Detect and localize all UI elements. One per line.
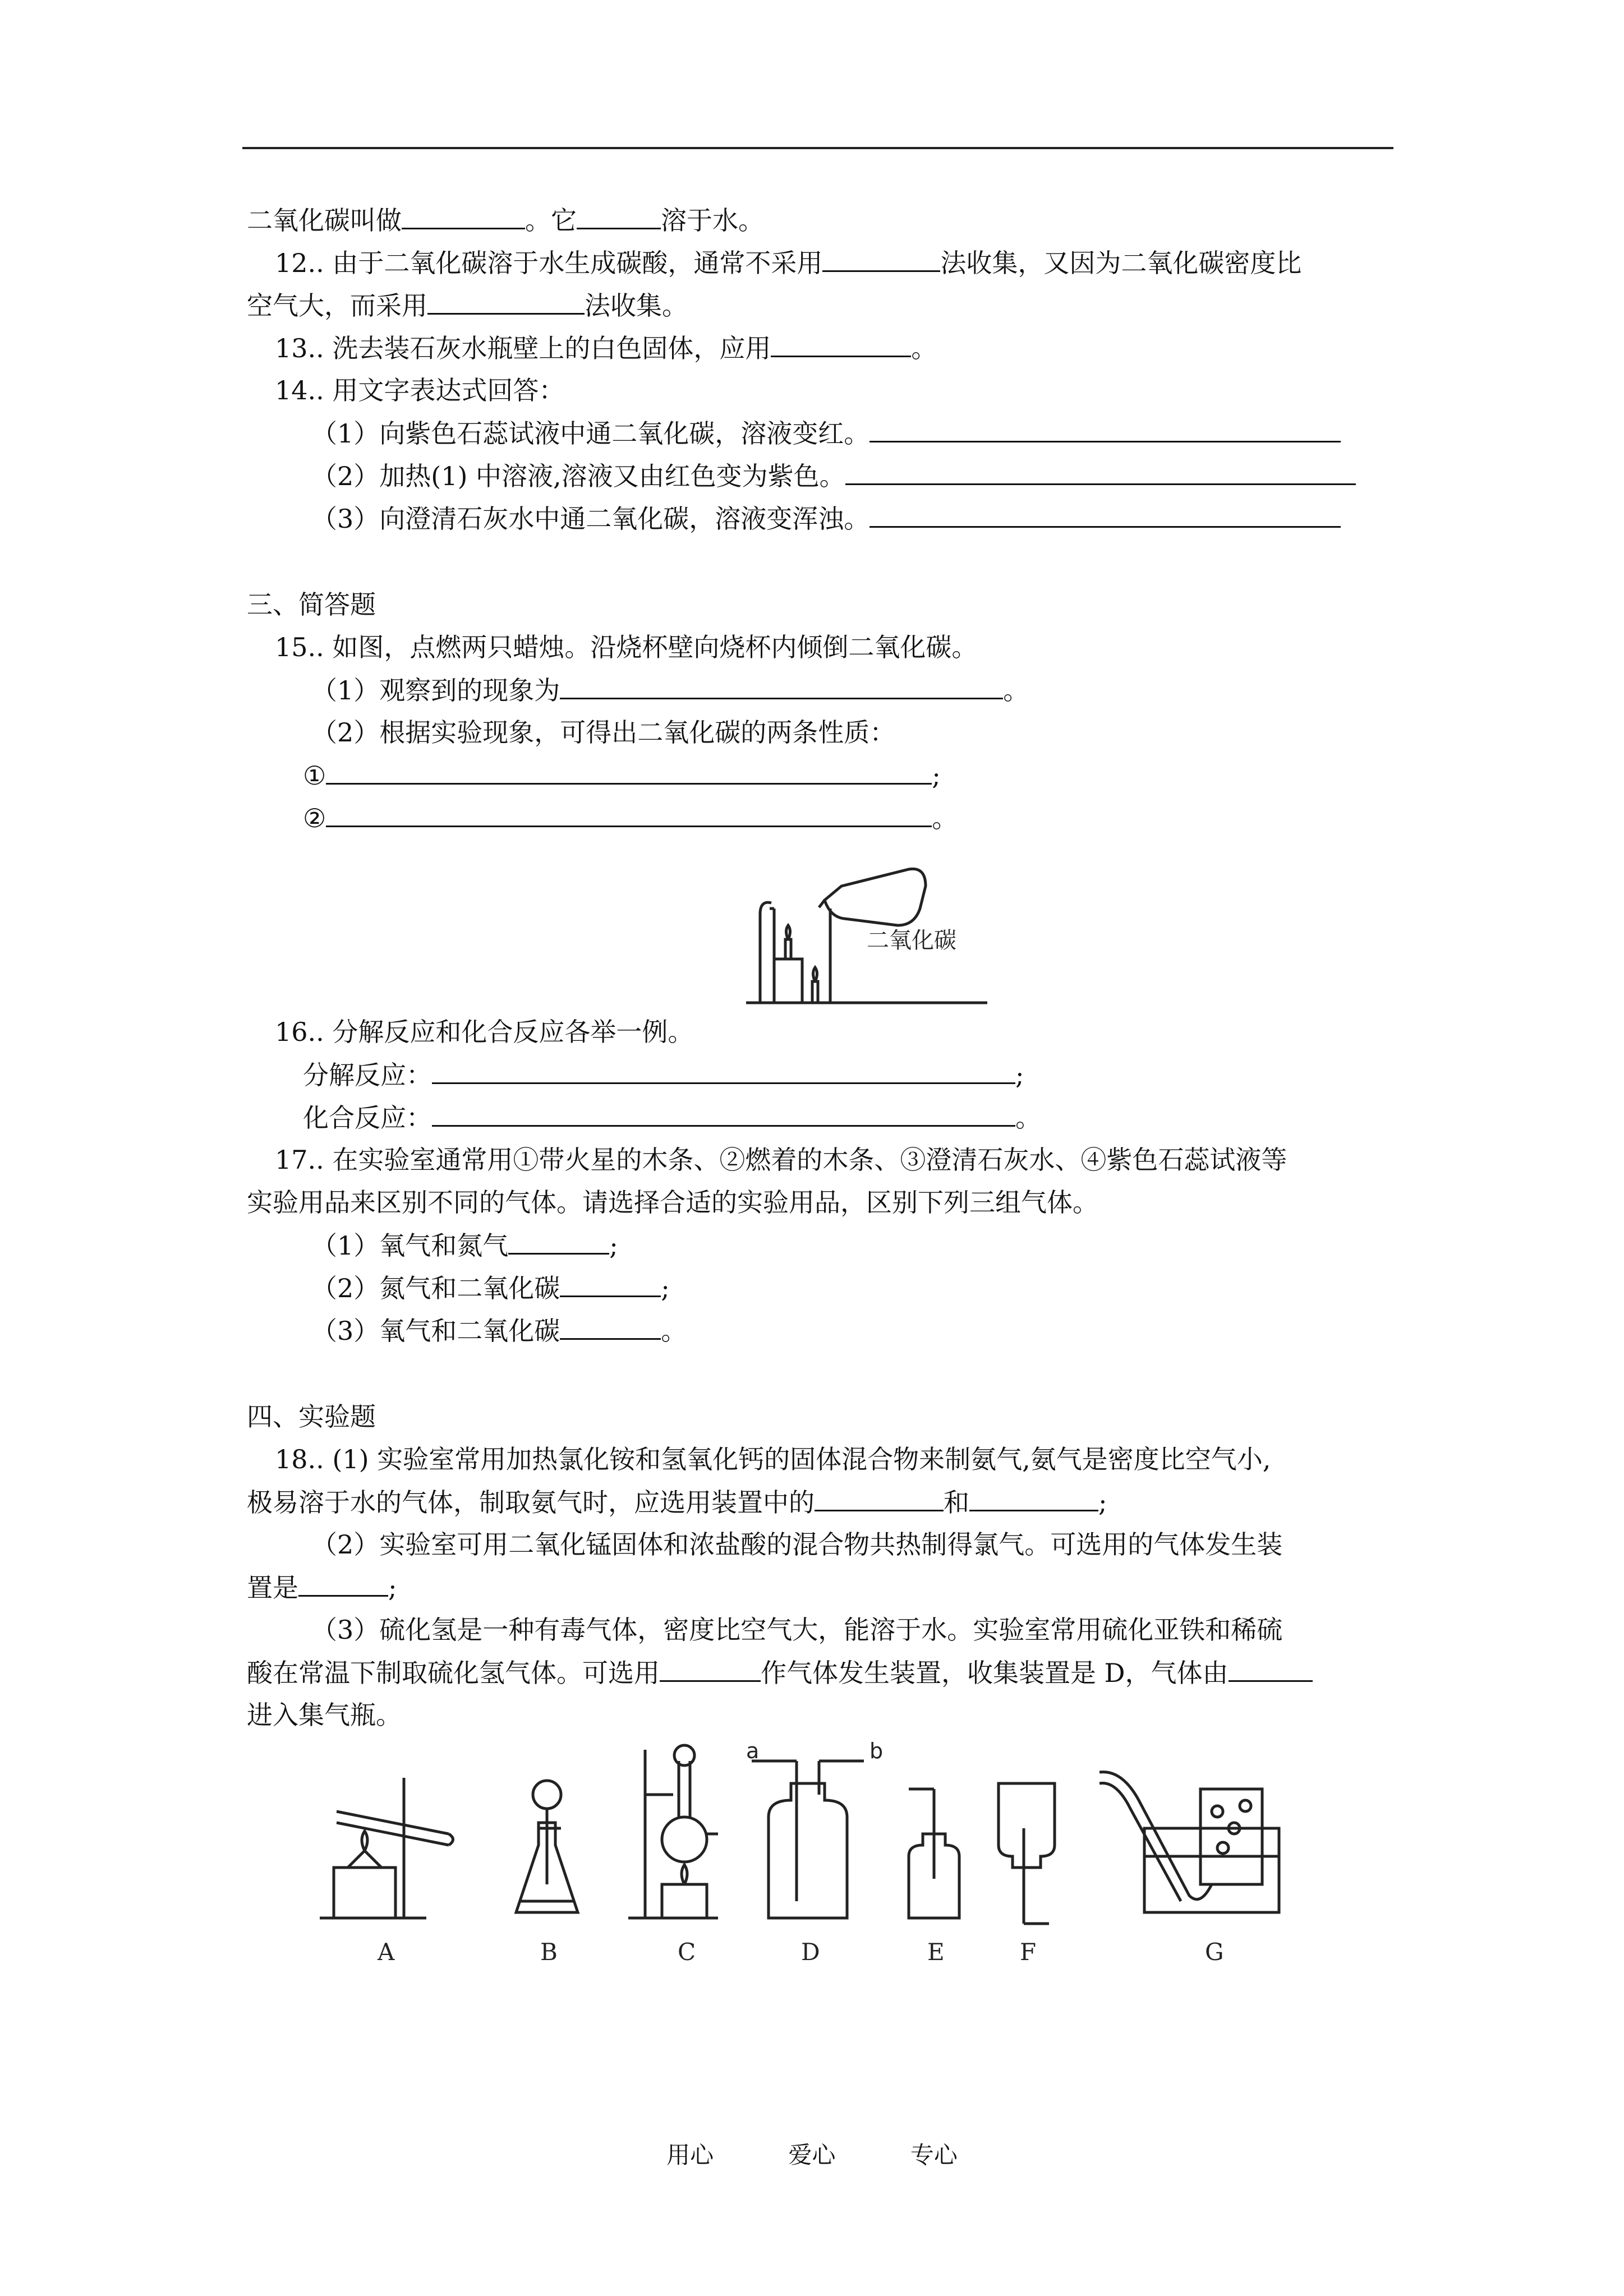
question-16-decomposition: 分解反应： ; <box>303 1058 1024 1092</box>
question-12-line1: 12.. 由于二氧化碳溶于水生成碳酸，通常不采用 法收集，又因为二氧化碳密度比 <box>275 246 1301 280</box>
d-port-b: b <box>869 1739 884 1763</box>
question-15-property1: ① ; <box>303 758 941 792</box>
question-13: 13.. 洗去装石灰水瓶壁上的白色固体，应用 。 <box>275 331 937 365</box>
footer <box>0 2137 1624 2170</box>
question-16: 16.. 分解反应和化合反应各举一例。 <box>275 1017 694 1047</box>
question-18-line3: （2）实验室可用二氧化锰固体和浓盐酸的混合物共热制得氯气。可选用的气体发生装 <box>311 1529 1283 1560</box>
footer-item: 爱心 <box>788 2141 836 2169</box>
question-18-line2: 极易溶于水的气体，制取氨气时，应选用装置中的 和 ; <box>247 1485 1107 1519</box>
question-14-part1: （1）向紫色石蕊试液中通二氧化碳，溶液变红。 <box>311 416 1341 450</box>
apparatus-label-e: E <box>927 1938 945 1966</box>
d-port-a: a <box>746 1739 760 1763</box>
apparatus-label-g: G <box>1205 1938 1224 1966</box>
apparatus-e-icon <box>909 1789 959 1918</box>
question-12-line2: 空气大，而采用 法收集。 <box>247 288 688 322</box>
question-17-part3: （3）氧气和二氧化碳 。 <box>311 1313 687 1348</box>
question-14: 14.. 用文字表达式回答： <box>275 375 565 405</box>
apparatus-figure <box>314 1739 1369 1974</box>
apparatus-label-a: A <box>378 1938 395 1966</box>
apparatus-label-b: B <box>540 1938 558 1966</box>
question-15-property2: ② 。 <box>303 801 958 835</box>
question-18-line1: 18.. (1) 实验室常用加热氯化铵和氢氧化钙的固体混合物来制氨气,氨气是密度比空气小, <box>275 1444 1271 1474</box>
question-18-line4: 置是 ; <box>247 1570 397 1605</box>
question-16-combination: 化合反应： 。 <box>303 1100 1041 1135</box>
section-3-title: 三、简答题 <box>247 589 376 620</box>
apparatus-f-icon <box>999 1783 1055 1924</box>
question-18-line7: 进入集气瓶。 <box>247 1700 402 1730</box>
apparatus-c-icon <box>628 1745 718 1918</box>
header-rule <box>242 147 1393 149</box>
apparatus-d-icon <box>752 1761 864 1918</box>
question-15: 15.. 如图，点燃两只蜡烛。沿烧杯壁向烧杯内倾倒二氧化碳。 <box>275 632 978 662</box>
question-17-part2: （2）氮气和二氧化碳 ; <box>311 1271 670 1305</box>
question-18-line5: （3）硫化氢是一种有毒气体，密度比空气大，能溶于水。实验室常用硫化亚铁和稀硫 <box>311 1615 1283 1645</box>
section-4-title: 四、实验题 <box>247 1401 376 1432</box>
apparatus-g-icon <box>1099 1772 1279 1912</box>
apparatus-label-c: C <box>678 1938 696 1966</box>
question-15-part1: （1）观察到的现象为 。 <box>311 673 1029 707</box>
question-17-line1: 17.. 在实验室通常用①带火星的木条、②燃着的木条、③澄清石灰水、④紫色石蕊试液等 <box>275 1145 1287 1175</box>
footer-item: 用心 <box>666 2141 714 2169</box>
apparatus-a-icon <box>320 1778 453 1918</box>
question-14-part2: （2）加热(1) 中溶液,溶液又由红色变为紫色。 <box>311 459 1356 493</box>
footer-item: 专心 <box>910 2141 958 2169</box>
apparatus-b-icon <box>516 1781 578 1912</box>
question-17-line2: 实验用品来区别不同的气体。请选择合适的实验用品，区别下列三组气体。 <box>247 1187 1098 1218</box>
text-line-co2-name: 二氧化碳叫做 。它 溶于水。 <box>247 203 764 237</box>
candle-beaker-figure <box>740 847 999 1009</box>
question-15-part2: （2）根据实验现象，可得出二氧化碳的两条性质： <box>311 717 896 748</box>
co2-figure-label: 二氧化碳 <box>867 928 956 953</box>
question-17-part1: （1）氧气和氮气 ; <box>311 1228 618 1262</box>
question-14-part3: （3）向澄清石灰水中通二氧化碳，溶液变浑浊。 <box>311 501 1341 536</box>
apparatus-label-d: D <box>801 1938 820 1966</box>
apparatus-label-f: F <box>1020 1938 1037 1966</box>
question-18-line6: 酸在常温下制取硫化氢气体。可选用 作气体发生装置，收集装置是 D，气体由 <box>247 1656 1313 1690</box>
